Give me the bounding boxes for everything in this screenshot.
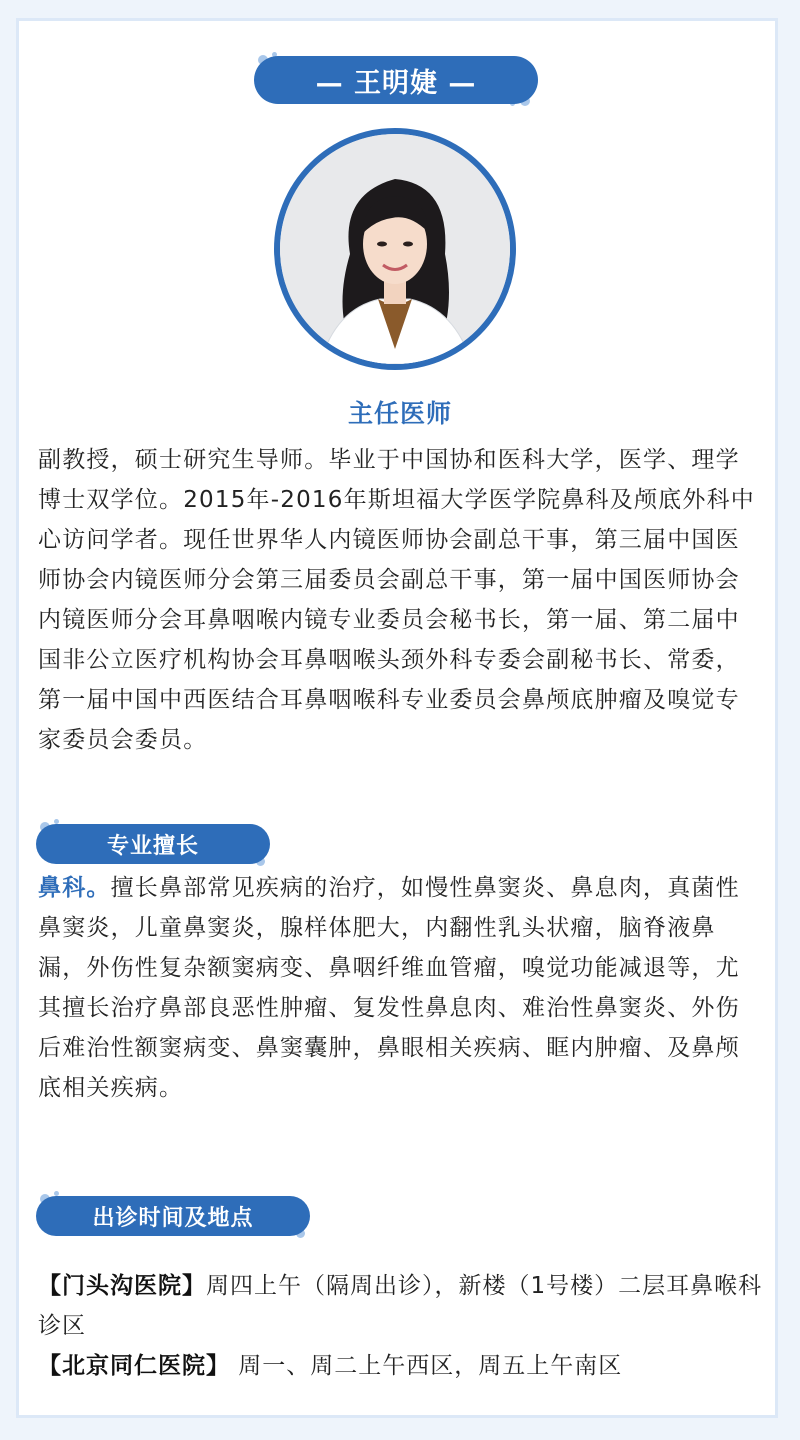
doctor-name-banner: — 王明婕 — [254, 56, 538, 104]
doctor-bio: 副教授，硕士研究生导师。毕业于中国协和医科大学，医学、理学博士双学位。2015年-2016年斯坦福大学医学院鼻科及颅底外科中心访问学者。现任世界华人内镜医师协会副总干事，第三届中国医师协会内镜医师分会第三届委员会副总干事，第一届中国医师协会内镜医师分会耳鼻咽喉内镜专业委员会秘书长，第一届、第二届中国非公立医疗机构协会耳鼻咽喉头颈外科专委会副秘书长、常委，第一届中国中西医结合耳鼻咽喉科专业委员会鼻颅底肿瘤及嗅觉专家委员会委员。 [38, 447, 755, 753]
portrait-photo-icon [280, 134, 510, 364]
clinic-detail: 周一、周二上午西区，周五上午南区 [230, 1353, 623, 1379]
section-label-schedule: 出诊时间及地点 [36, 1196, 310, 1236]
specialty-lead: 鼻科。 [38, 875, 111, 901]
section-label-specialty: 专业擅长 [36, 824, 270, 864]
clinic-entry-tongren [38, 1346, 768, 1386]
clinic-entry-mentougou [38, 1266, 768, 1346]
specialty-text [38, 868, 762, 1108]
clinic-hospital-name: 【北京同仁医院】 [38, 1353, 230, 1379]
specialty-body: 擅长鼻部常见疾病的治疗，如慢性鼻窦炎、鼻息肉，真菌性鼻窦炎，儿童鼻窦炎，腺样体肥大，内翻性乳头状瘤，脑脊液鼻漏，外伤性复杂额窦病变、鼻咽纤维血管瘤，嗅觉功能减退等，尤其擅长治疗鼻部良恶性肿瘤、复发性鼻息肉、难治性鼻窦炎、外伤后难治性额窦病变、鼻窦囊肿，鼻眼相关疾病、眶内肿瘤、及鼻颅底相关疾病。 [38, 875, 740, 1101]
doctor-portrait [274, 128, 516, 370]
clinic-detail: 周四上午（隔周出诊），新楼（1号楼）二层耳鼻喉科诊区 [38, 1273, 763, 1339]
doctor-title: 主任医师 [347, 399, 452, 428]
clinic-hospital-name: 【门头沟医院】 [38, 1273, 206, 1299]
